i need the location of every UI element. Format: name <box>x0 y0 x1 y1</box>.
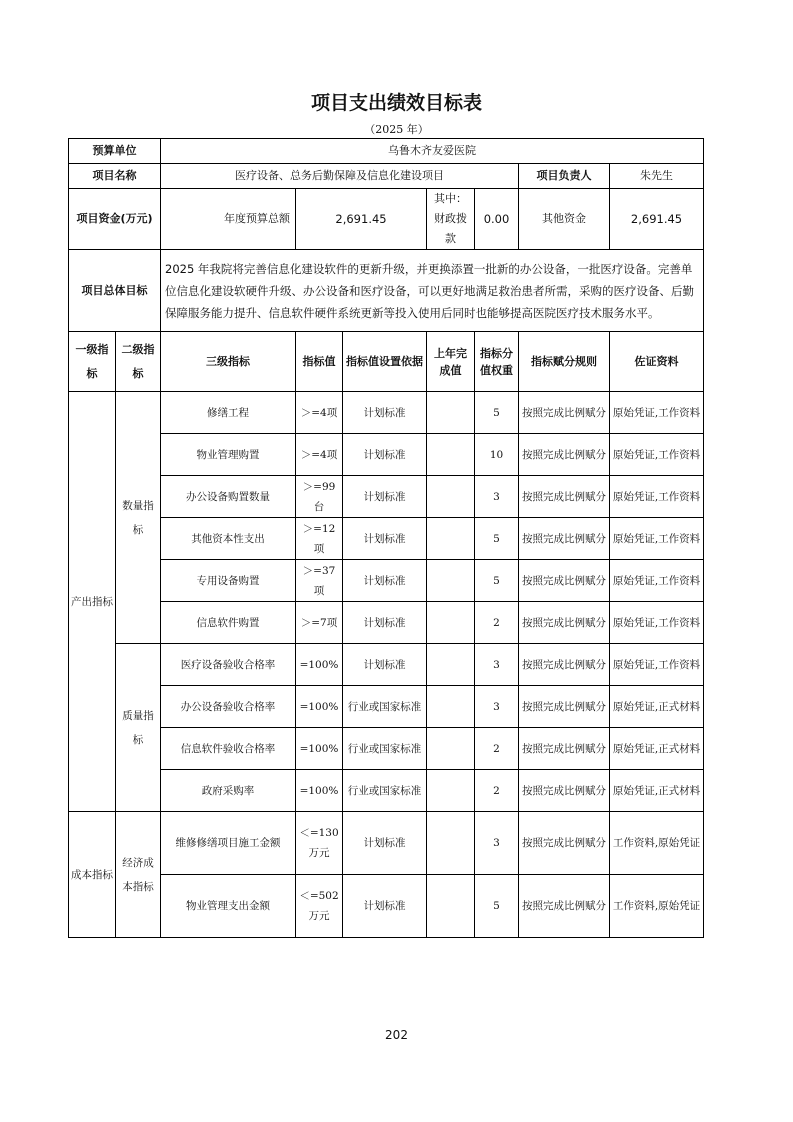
indicator-rule: 按照完成比例赋分 <box>519 434 610 476</box>
project-lead-value: 朱先生 <box>610 164 704 189</box>
indicator-basis: 计划标准 <box>343 518 427 560</box>
col-level1: 一级指标 <box>69 332 116 392</box>
col-weight: 指标分值权重 <box>475 332 519 392</box>
indicator-evidence: 原始凭证,正式材料 <box>610 728 704 770</box>
indicator-weight: 3 <box>475 812 519 875</box>
indicator-value: =100% <box>296 728 343 770</box>
project-lead-label: 项目负责人 <box>519 164 610 189</box>
indicator-evidence: 原始凭证,工作资料 <box>610 518 704 560</box>
indicator-name: 信息软件验收合格率 <box>161 728 296 770</box>
table-row <box>69 392 704 434</box>
indicator-rule: 按照完成比例赋分 <box>519 686 610 728</box>
indicator-rule: 按照完成比例赋分 <box>519 392 610 434</box>
indicator-weight: 2 <box>475 770 519 812</box>
indicator-value: ＞=7项 <box>296 602 343 644</box>
budget-unit-value: 乌鲁木齐友爱医院 <box>161 139 704 164</box>
table-row <box>69 644 704 686</box>
indicator-evidence: 原始凭证,工作资料 <box>610 476 704 518</box>
table-row <box>69 518 704 560</box>
indicator-last-year <box>427 560 475 602</box>
indicator-name: 政府采购率 <box>161 770 296 812</box>
indicator-weight: 3 <box>475 686 519 728</box>
project-name-label: 项目名称 <box>69 164 161 189</box>
quantity-indicator-cell: 数量指标 <box>116 392 161 644</box>
year-label: （2025 年） <box>364 123 429 136</box>
overall-goal-label: 项目总体目标 <box>69 250 161 332</box>
indicator-basis: 行业或国家标准 <box>343 686 427 728</box>
indicator-evidence: 原始凭证,工作资料 <box>610 560 704 602</box>
indicator-value: ＞=99台 <box>296 476 343 518</box>
table-row <box>69 728 704 770</box>
indicator-rule: 按照完成比例赋分 <box>519 476 610 518</box>
indicator-weight: 3 <box>475 644 519 686</box>
indicator-name: 办公设备购置数量 <box>161 476 296 518</box>
indicator-name: 修缮工程 <box>161 392 296 434</box>
indicator-last-year <box>427 875 475 938</box>
table-row <box>69 602 704 644</box>
indicator-name: 其他资本性支出 <box>161 518 296 560</box>
indicator-last-year <box>427 686 475 728</box>
indicator-value: ＜=502万元 <box>296 875 343 938</box>
indicator-last-year <box>427 602 475 644</box>
performance-table <box>68 138 704 938</box>
indicator-name: 物业管理支出金额 <box>161 875 296 938</box>
table-row <box>69 812 704 875</box>
indicator-last-year <box>427 392 475 434</box>
indicator-value: =100% <box>296 686 343 728</box>
cost-indicator-cell: 成本指标 <box>69 812 116 938</box>
indicator-rule: 按照完成比例赋分 <box>519 560 610 602</box>
table-row <box>69 770 704 812</box>
project-name-value: 医疗设备、总务后勤保障及信息化建设项目 <box>161 164 519 189</box>
indicator-rule: 按照完成比例赋分 <box>519 602 610 644</box>
indicator-basis: 计划标准 <box>343 602 427 644</box>
indicator-weight: 10 <box>475 434 519 476</box>
indicator-weight: 2 <box>475 602 519 644</box>
economic-cost-indicator-cell: 经济成本指标 <box>116 812 161 938</box>
indicator-evidence: 原始凭证,工作资料 <box>610 602 704 644</box>
indicator-last-year <box>427 770 475 812</box>
indicator-name: 专用设备购置 <box>161 560 296 602</box>
indicator-evidence: 工作资料,原始凭证 <box>610 812 704 875</box>
table-row <box>69 875 704 938</box>
col-rule: 指标赋分规则 <box>519 332 610 392</box>
indicator-value: =100% <box>296 770 343 812</box>
indicator-weight: 5 <box>475 875 519 938</box>
indicator-weight: 5 <box>475 560 519 602</box>
indicator-value: ＞=4项 <box>296 392 343 434</box>
table-row <box>69 560 704 602</box>
indicator-name: 办公设备验收合格率 <box>161 686 296 728</box>
indicator-name: 物业管理购置 <box>161 434 296 476</box>
indicator-value: ＜=130万元 <box>296 812 343 875</box>
budget-unit-label: 预算单位 <box>69 139 161 164</box>
indicator-basis: 计划标准 <box>343 392 427 434</box>
page-title: 项目支出绩效目标表 <box>310 92 482 114</box>
indicator-basis: 计划标准 <box>343 812 427 875</box>
indicator-last-year <box>427 476 475 518</box>
indicator-rule: 按照完成比例赋分 <box>519 518 610 560</box>
annual-budget-value: 2,691.45 <box>296 189 427 250</box>
indicator-value: ＞=37项 <box>296 560 343 602</box>
col-last-year: 上年完成值 <box>427 332 475 392</box>
indicator-last-year <box>427 518 475 560</box>
indicator-name: 信息软件购置 <box>161 602 296 644</box>
indicator-weight: 3 <box>475 476 519 518</box>
indicator-last-year <box>427 728 475 770</box>
funds-label: 项目资金(万元) <box>69 189 161 250</box>
indicator-evidence: 原始凭证,正式材料 <box>610 770 704 812</box>
col-level2: 二级指标 <box>116 332 161 392</box>
indicator-evidence: 工作资料,原始凭证 <box>610 875 704 938</box>
col-level3: 三级指标 <box>161 332 296 392</box>
indicator-evidence: 原始凭证,工作资料 <box>610 644 704 686</box>
indicator-basis: 行业或国家标准 <box>343 728 427 770</box>
page-number: 202 <box>385 1028 408 1042</box>
output-indicator-cell: 产出指标 <box>69 392 116 812</box>
indicator-evidence: 原始凭证,工作资料 <box>610 434 704 476</box>
indicator-basis: 计划标准 <box>343 644 427 686</box>
indicator-rule: 按照完成比例赋分 <box>519 644 610 686</box>
indicator-name: 维修修缮项目施工金额 <box>161 812 296 875</box>
col-evidence: 佐证资料 <box>610 332 704 392</box>
col-basis: 指标值设置依据 <box>343 332 427 392</box>
table-row <box>69 686 704 728</box>
table-row <box>69 434 704 476</box>
indicator-weight: 5 <box>475 518 519 560</box>
fiscal-value: 0.00 <box>475 189 519 250</box>
indicator-value: ＞=4项 <box>296 434 343 476</box>
indicator-rule: 按照完成比例赋分 <box>519 812 610 875</box>
indicator-rows <box>69 392 704 938</box>
indicator-last-year <box>427 434 475 476</box>
indicator-weight: 2 <box>475 728 519 770</box>
indicator-basis: 计划标准 <box>343 560 427 602</box>
other-funds-label: 其他资金 <box>519 189 610 250</box>
overall-goal-text: 2025 年我院将完善信息化建设软件的更新升级，并更换添置一批新的办公设备，一批医疗设备。完善单位信息化建设软硬件升级、办公设备和医疗设备，可以更好地满足救治患者所需，采购的医疗设备、后勤保障服务能力提升、信息软件硬件系统更新等投入使用后同时也能够提高医院医疗技术服务水平。 <box>161 250 704 332</box>
indicator-rule: 按照完成比例赋分 <box>519 875 610 938</box>
quality-indicator-cell: 质量指标 <box>116 644 161 812</box>
indicator-basis: 计划标准 <box>343 476 427 518</box>
fiscal-label: 其中：财政拨款 <box>427 189 475 250</box>
indicator-basis: 计划标准 <box>343 875 427 938</box>
indicator-basis: 计划标准 <box>343 434 427 476</box>
indicator-weight: 5 <box>475 392 519 434</box>
indicator-value: =100% <box>296 644 343 686</box>
annual-budget-label: 年度预算总额 <box>161 189 296 250</box>
col-value: 指标值 <box>296 332 343 392</box>
indicator-value: ＞=12项 <box>296 518 343 560</box>
indicator-basis: 行业或国家标准 <box>343 770 427 812</box>
table-row <box>69 476 704 518</box>
indicator-name: 医疗设备验收合格率 <box>161 644 296 686</box>
indicator-last-year <box>427 812 475 875</box>
other-funds-value: 2,691.45 <box>610 189 704 250</box>
indicator-last-year <box>427 644 475 686</box>
indicator-rule: 按照完成比例赋分 <box>519 728 610 770</box>
indicator-evidence: 原始凭证,工作资料 <box>610 392 704 434</box>
indicator-rule: 按照完成比例赋分 <box>519 770 610 812</box>
indicator-evidence: 原始凭证,正式材料 <box>610 686 704 728</box>
